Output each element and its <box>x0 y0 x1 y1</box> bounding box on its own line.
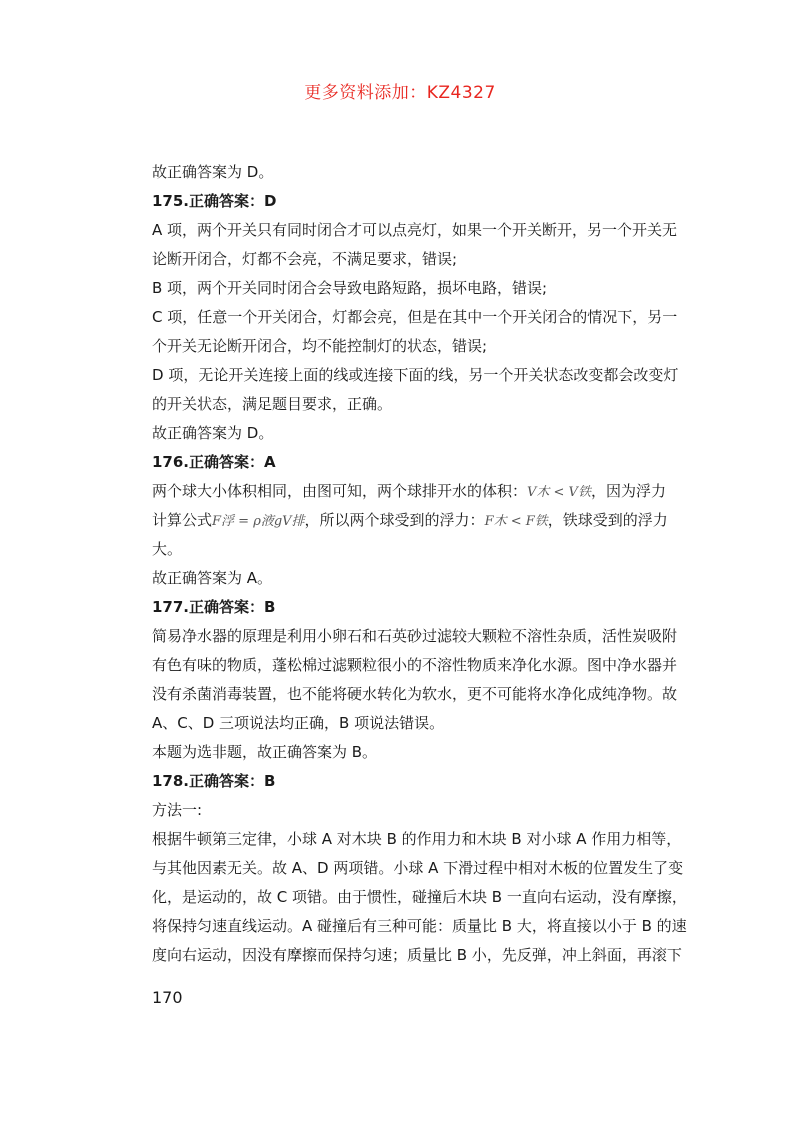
explanation-line: C 项，任意一个开关闭合，灯都会亮，但是在其中一个开关闭合的情况下，另一 <box>152 308 678 326</box>
question-heading-175: 175.正确答案：D <box>152 192 277 210</box>
question-heading-178: 178.正确答案：B <box>152 772 276 790</box>
explanation-line: 论断开闭合，灯都不会亮，不满足要求，错误; <box>152 250 458 268</box>
explanation-line-with-formula <box>152 506 668 535</box>
question-heading-177: 177.正确答案：B <box>152 598 276 616</box>
explanation-line: 与其他因素无关。故 A、D 两项错。小球 A 下滑过程中相对木板的位置发生了变 <box>152 859 684 877</box>
answer-line: 本题为选非题，故正确答案为 B。 <box>152 743 378 761</box>
document-body <box>152 158 687 970</box>
text-segment: 两个球大小体积相同，由图可知，两个球排开水的体积： <box>152 482 528 500</box>
explanation-line-with-formula <box>152 477 666 506</box>
force-inequality-formula: F木 < F铁 <box>484 514 548 529</box>
explanation-line: 根据牛顿第三定律，小球 A 对木块 B 的作用力和木块 B 对小球 A 作用力相等， <box>152 830 682 848</box>
buoyancy-formula: F浮 = ρ液gV排 <box>212 514 305 529</box>
text-segment: ，铁球受到的浮力 <box>547 511 668 529</box>
method-label: 方法一: <box>152 801 203 819</box>
page-number: 170 <box>152 988 183 1007</box>
text-segment: ，因为浮力 <box>590 482 666 500</box>
text-segment: 计算公式 <box>152 511 213 529</box>
explanation-line: 简易净水器的原理是利用小卵石和石英砂过滤较大颗粒不溶性杂质，活性炭吸附 <box>152 627 678 645</box>
explanation-line: 将保持匀速直线运动。A 碰撞后有三种可能：质量比 B 大，将直接以小于 B 的速 <box>152 917 687 935</box>
explanation-line: B 项，两个开关同时闭合会导致电路短路，损坏电路，错误; <box>152 279 548 297</box>
explanation-line: A 项，两个开关只有同时闭合才可以点亮灯，如果一个开关断开，另一个开关无 <box>152 221 678 239</box>
explanation-line: 个开关无论断开闭合，均不能控制灯的状态，错误; <box>152 337 488 355</box>
explanation-line: 大。 <box>152 540 183 558</box>
answer-line: 故正确答案为 D。 <box>152 163 274 181</box>
volume-inequality-formula: V木 < V铁 <box>527 485 591 500</box>
explanation-line: A、C、D 三项说法均正确，B 项说法错误。 <box>152 714 445 732</box>
explanation-line: 度向右运动，因没有摩擦而保持匀速；质量比 B 小，先反弹，冲上斜面，再滚下 <box>152 946 682 964</box>
explanation-line: 没有杀菌消毒装置，也不能将硬水转化为软水，更不可能将水净化成纯净物。故 <box>152 685 678 703</box>
text-segment: ，所以两个球受到的浮力： <box>304 511 485 529</box>
answer-line: 故正确答案为 D。 <box>152 424 274 442</box>
explanation-line: D 项，无论开关连接上面的线或连接下面的线，另一个开关状态改变都会改变灯 <box>152 366 679 384</box>
page-header-watermark: 更多资料添加：KZ4327 <box>304 83 496 103</box>
explanation-line: 的开关状态，满足题目要求，正确。 <box>152 395 393 413</box>
answer-line: 故正确答案为 A。 <box>152 569 273 587</box>
question-heading-176: 176.正确答案：A <box>152 453 276 471</box>
explanation-line: 化，是运动的，故 C 项错。由于惯性，碰撞后木块 B 一直向右运动，没有摩擦， <box>152 888 687 906</box>
explanation-line: 有色有味的物质，蓬松棉过滤颗粒很小的不溶性物质来净化水源。图中净水器并 <box>152 656 678 674</box>
